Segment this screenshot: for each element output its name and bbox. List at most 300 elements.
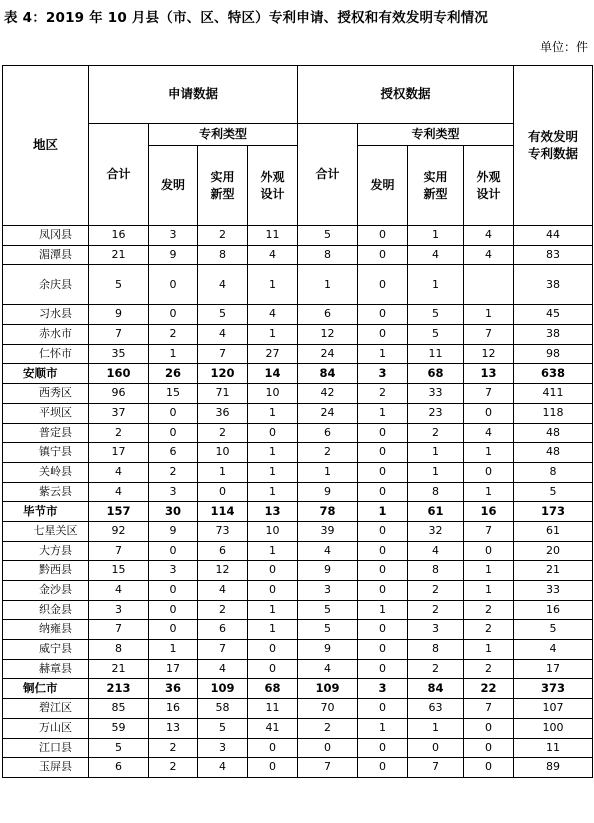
value-cell: 0 <box>248 659 298 679</box>
value-cell: 10 <box>248 384 298 404</box>
region-name-cell: 威宁县 <box>3 640 89 660</box>
value-cell: 0 <box>149 541 198 561</box>
value-cell: 0 <box>358 640 408 660</box>
value-cell: 4 <box>198 325 248 345</box>
value-cell: 4 <box>408 245 464 265</box>
value-cell: 0 <box>408 738 464 758</box>
value-cell: 2 <box>149 738 198 758</box>
table-row <box>3 443 593 463</box>
value-cell: 1 <box>248 403 298 423</box>
value-cell: 4 <box>408 541 464 561</box>
value-cell: 11 <box>248 699 298 719</box>
value-cell: 16 <box>464 502 514 522</box>
value-cell: 33 <box>514 581 593 601</box>
value-cell: 2 <box>149 325 198 345</box>
value-cell: 58 <box>198 699 248 719</box>
value-cell: 0 <box>149 620 198 640</box>
table-row <box>3 423 593 443</box>
value-cell: 8 <box>408 561 464 581</box>
value-cell: 59 <box>89 718 149 738</box>
header-app-design: 外观设计 <box>248 146 298 226</box>
value-cell: 9 <box>298 561 358 581</box>
value-cell: 157 <box>89 502 149 522</box>
value-cell: 16 <box>514 600 593 620</box>
value-cell: 2 <box>464 659 514 679</box>
table-row <box>3 600 593 620</box>
region-name-cell: 毕节市 <box>3 502 89 522</box>
value-cell: 38 <box>514 325 593 345</box>
value-cell: 0 <box>464 718 514 738</box>
value-cell: 5 <box>198 718 248 738</box>
value-cell: 2 <box>198 600 248 620</box>
value-cell: 7 <box>89 325 149 345</box>
region-name-cell: 湄潭县 <box>3 245 89 265</box>
value-cell: 114 <box>198 502 248 522</box>
value-cell: 160 <box>89 364 149 384</box>
value-cell: 2 <box>464 620 514 640</box>
region-name-cell: 镇宁县 <box>3 443 89 463</box>
value-cell: 1 <box>358 718 408 738</box>
value-cell: 411 <box>514 384 593 404</box>
value-cell: 5 <box>408 325 464 345</box>
value-cell: 1 <box>248 325 298 345</box>
header-grant: 授权数据 <box>298 66 514 124</box>
value-cell: 2 <box>464 600 514 620</box>
region-name-cell: 赫章县 <box>3 659 89 679</box>
value-cell: 0 <box>464 403 514 423</box>
value-cell: 70 <box>298 699 358 719</box>
value-cell: 0 <box>248 423 298 443</box>
value-cell: 0 <box>149 581 198 601</box>
value-cell: 7 <box>464 521 514 541</box>
value-cell: 3 <box>149 226 198 246</box>
value-cell: 17 <box>89 443 149 463</box>
value-cell: 0 <box>358 265 408 305</box>
value-cell: 44 <box>514 226 593 246</box>
value-cell: 0 <box>358 738 408 758</box>
value-cell: 48 <box>514 443 593 463</box>
value-cell: 12 <box>298 325 358 345</box>
table-row <box>3 581 593 601</box>
value-cell: 0 <box>358 443 408 463</box>
table-row <box>3 738 593 758</box>
value-cell: 0 <box>149 600 198 620</box>
value-cell: 0 <box>358 541 408 561</box>
header-application: 申请数据 <box>89 66 298 124</box>
value-cell: 38 <box>514 265 593 305</box>
value-cell: 5 <box>298 226 358 246</box>
patent-table <box>2 65 593 778</box>
region-name-cell: 万山区 <box>3 718 89 738</box>
table-row <box>3 620 593 640</box>
value-cell: 0 <box>149 305 198 325</box>
value-cell: 1 <box>248 265 298 305</box>
value-cell: 8 <box>408 640 464 660</box>
value-cell: 0 <box>358 245 408 265</box>
value-cell: 6 <box>298 423 358 443</box>
value-cell: 1 <box>408 226 464 246</box>
value-cell: 0 <box>298 738 358 758</box>
value-cell: 5 <box>298 620 358 640</box>
value-cell: 0 <box>198 482 248 502</box>
region-name-cell: 余庆县 <box>3 265 89 305</box>
region-name-cell: 仁怀市 <box>3 344 89 364</box>
value-cell: 0 <box>464 541 514 561</box>
region-name-cell: 安顺市 <box>3 364 89 384</box>
value-cell: 3 <box>149 561 198 581</box>
value-cell: 5 <box>408 305 464 325</box>
value-cell: 0 <box>358 659 408 679</box>
table-row <box>3 561 593 581</box>
value-cell: 3 <box>408 620 464 640</box>
value-cell: 3 <box>358 364 408 384</box>
value-cell: 2 <box>149 758 198 778</box>
value-cell: 2 <box>89 423 149 443</box>
value-cell: 10 <box>248 521 298 541</box>
value-cell: 4 <box>464 245 514 265</box>
value-cell: 0 <box>358 325 408 345</box>
value-cell: 0 <box>248 738 298 758</box>
value-cell: 1 <box>358 600 408 620</box>
value-cell: 9 <box>149 245 198 265</box>
value-cell: 6 <box>298 305 358 325</box>
value-cell: 0 <box>149 265 198 305</box>
value-cell: 0 <box>248 640 298 660</box>
value-cell: 96 <box>89 384 149 404</box>
value-cell: 89 <box>514 758 593 778</box>
value-cell: 1 <box>298 265 358 305</box>
region-name-cell: 关岭县 <box>3 462 89 482</box>
value-cell: 0 <box>464 758 514 778</box>
value-cell: 4 <box>198 659 248 679</box>
value-cell: 213 <box>89 679 149 699</box>
value-cell: 1 <box>408 265 464 305</box>
value-cell: 0 <box>358 620 408 640</box>
value-cell: 73 <box>198 521 248 541</box>
table-row <box>3 659 593 679</box>
value-cell: 9 <box>298 640 358 660</box>
value-cell: 0 <box>358 423 408 443</box>
region-name-cell: 紫云县 <box>3 482 89 502</box>
region-name-cell: 铜仁市 <box>3 679 89 699</box>
table-row <box>3 305 593 325</box>
value-cell: 373 <box>514 679 593 699</box>
value-cell: 35 <box>89 344 149 364</box>
header-grant-patent-type: 专利类型 <box>358 124 514 146</box>
value-cell: 1 <box>248 443 298 463</box>
table-row <box>3 718 593 738</box>
value-cell: 33 <box>408 384 464 404</box>
value-cell: 7 <box>464 384 514 404</box>
value-cell: 109 <box>298 679 358 699</box>
value-cell: 1 <box>464 640 514 660</box>
header-valid: 有效发明专利数据 <box>514 66 593 226</box>
value-cell: 0 <box>358 581 408 601</box>
header-app-invention: 发明 <box>149 146 198 226</box>
value-cell: 2 <box>298 718 358 738</box>
value-cell: 2 <box>408 581 464 601</box>
value-cell: 21 <box>89 659 149 679</box>
value-cell: 0 <box>358 226 408 246</box>
value-cell: 0 <box>248 581 298 601</box>
value-cell: 4 <box>298 541 358 561</box>
value-cell: 120 <box>198 364 248 384</box>
value-cell: 10 <box>198 443 248 463</box>
value-cell: 5 <box>514 482 593 502</box>
value-cell: 9 <box>149 521 198 541</box>
value-cell: 12 <box>198 561 248 581</box>
value-cell: 11 <box>514 738 593 758</box>
value-cell: 1 <box>408 462 464 482</box>
value-cell: 13 <box>464 364 514 384</box>
value-cell: 4 <box>514 640 593 660</box>
value-cell: 2 <box>358 384 408 404</box>
value-cell: 71 <box>198 384 248 404</box>
value-cell: 85 <box>89 699 149 719</box>
region-name-cell: 凤冈县 <box>3 226 89 246</box>
value-cell: 1 <box>149 640 198 660</box>
value-cell: 5 <box>198 305 248 325</box>
header-grant-utility: 实用新型 <box>408 146 464 226</box>
table-row <box>3 640 593 660</box>
value-cell: 5 <box>89 265 149 305</box>
value-cell: 12 <box>464 344 514 364</box>
value-cell: 3 <box>198 738 248 758</box>
value-cell: 0 <box>358 561 408 581</box>
value-cell: 6 <box>198 541 248 561</box>
value-cell: 1 <box>248 600 298 620</box>
value-cell: 7 <box>198 344 248 364</box>
value-cell: 36 <box>198 403 248 423</box>
value-cell: 63 <box>408 699 464 719</box>
value-cell: 1 <box>248 482 298 502</box>
value-cell: 107 <box>514 699 593 719</box>
value-cell: 1 <box>408 718 464 738</box>
value-cell: 1 <box>464 482 514 502</box>
table-row <box>3 245 593 265</box>
value-cell: 32 <box>408 521 464 541</box>
value-cell: 1 <box>298 462 358 482</box>
region-name-cell: 习水县 <box>3 305 89 325</box>
value-cell: 1 <box>248 462 298 482</box>
region-name-cell: 碧江区 <box>3 699 89 719</box>
table-row <box>3 482 593 502</box>
value-cell: 1 <box>248 620 298 640</box>
value-cell: 4 <box>464 226 514 246</box>
header-region: 地区 <box>3 66 89 226</box>
region-name-cell: 赤水市 <box>3 325 89 345</box>
header-app-total: 合计 <box>89 124 149 226</box>
value-cell: 4 <box>464 423 514 443</box>
value-cell: 5 <box>298 600 358 620</box>
table-body <box>3 226 593 778</box>
value-cell: 3 <box>298 581 358 601</box>
value-cell: 0 <box>149 423 198 443</box>
value-cell: 45 <box>514 305 593 325</box>
value-cell: 23 <box>408 403 464 423</box>
table-row <box>3 462 593 482</box>
value-cell: 2 <box>298 443 358 463</box>
value-cell: 61 <box>408 502 464 522</box>
value-cell: 16 <box>89 226 149 246</box>
value-cell: 1 <box>198 462 248 482</box>
value-cell: 17 <box>514 659 593 679</box>
value-cell: 1 <box>464 581 514 601</box>
region-name-cell: 玉屏县 <box>3 758 89 778</box>
value-cell: 4 <box>198 265 248 305</box>
value-cell: 0 <box>248 758 298 778</box>
value-cell: 100 <box>514 718 593 738</box>
value-cell: 638 <box>514 364 593 384</box>
value-cell: 109 <box>198 679 248 699</box>
value-cell: 92 <box>89 521 149 541</box>
value-cell: 2 <box>198 423 248 443</box>
value-cell: 61 <box>514 521 593 541</box>
value-cell: 3 <box>89 600 149 620</box>
region-name-cell: 江口县 <box>3 738 89 758</box>
value-cell: 0 <box>358 462 408 482</box>
value-cell: 6 <box>89 758 149 778</box>
value-cell: 0 <box>248 561 298 581</box>
value-cell: 0 <box>358 758 408 778</box>
value-cell: 39 <box>298 521 358 541</box>
value-cell: 0 <box>358 305 408 325</box>
value-cell: 98 <box>514 344 593 364</box>
header-grant-design: 外观设计 <box>464 146 514 226</box>
table-row <box>3 265 593 305</box>
value-cell: 22 <box>464 679 514 699</box>
value-cell: 1 <box>408 443 464 463</box>
value-cell: 83 <box>514 245 593 265</box>
value-cell: 84 <box>298 364 358 384</box>
table-title: 表 4：2019 年 10 月县（市、区、特区）专利申请、授权和有效发明专利情况 <box>4 10 489 26</box>
value-cell: 4 <box>198 758 248 778</box>
value-cell: 4 <box>248 305 298 325</box>
value-cell: 4 <box>248 245 298 265</box>
region-name-cell: 普定县 <box>3 423 89 443</box>
value-cell: 13 <box>149 718 198 738</box>
value-cell: 118 <box>514 403 593 423</box>
value-cell: 8 <box>514 462 593 482</box>
city-row <box>3 679 593 699</box>
city-row <box>3 502 593 522</box>
value-cell: 21 <box>89 245 149 265</box>
value-cell: 0 <box>358 521 408 541</box>
value-cell: 4 <box>89 482 149 502</box>
value-cell: 15 <box>89 561 149 581</box>
value-cell: 1 <box>358 502 408 522</box>
value-cell: 0 <box>358 699 408 719</box>
value-cell: 78 <box>298 502 358 522</box>
value-cell: 16 <box>149 699 198 719</box>
value-cell: 8 <box>408 482 464 502</box>
value-cell: 0 <box>358 482 408 502</box>
value-cell: 68 <box>408 364 464 384</box>
value-cell: 1 <box>464 561 514 581</box>
value-cell: 11 <box>408 344 464 364</box>
value-cell: 2 <box>408 659 464 679</box>
value-cell: 13 <box>248 502 298 522</box>
table-row <box>3 344 593 364</box>
value-cell: 30 <box>149 502 198 522</box>
region-name-cell: 大方县 <box>3 541 89 561</box>
value-cell: 36 <box>149 679 198 699</box>
table-row <box>3 325 593 345</box>
region-name-cell: 平坝区 <box>3 403 89 423</box>
value-cell: 14 <box>248 364 298 384</box>
value-cell: 4 <box>298 659 358 679</box>
value-cell: 5 <box>89 738 149 758</box>
table-row <box>3 521 593 541</box>
table-row <box>3 403 593 423</box>
value-cell: 8 <box>298 245 358 265</box>
value-cell: 1 <box>464 443 514 463</box>
value-cell: 20 <box>514 541 593 561</box>
value-cell: 7 <box>298 758 358 778</box>
header-grant-invention: 发明 <box>358 146 408 226</box>
value-cell: 1 <box>464 305 514 325</box>
header-app-utility: 实用新型 <box>198 146 248 226</box>
value-cell: 7 <box>408 758 464 778</box>
value-cell: 2 <box>198 226 248 246</box>
value-cell: 1 <box>358 403 408 423</box>
region-name-cell: 黔西县 <box>3 561 89 581</box>
value-cell: 9 <box>89 305 149 325</box>
value-cell: 1 <box>248 541 298 561</box>
value-cell: 4 <box>198 581 248 601</box>
region-name-cell: 纳雍县 <box>3 620 89 640</box>
value-cell: 7 <box>89 541 149 561</box>
value-cell: 2 <box>408 423 464 443</box>
table-row <box>3 384 593 404</box>
value-cell: 4 <box>89 462 149 482</box>
value-cell: 17 <box>149 659 198 679</box>
value-cell: 3 <box>149 482 198 502</box>
value-cell: 9 <box>298 482 358 502</box>
value-cell: 15 <box>149 384 198 404</box>
table-row <box>3 699 593 719</box>
value-cell: 4 <box>89 581 149 601</box>
city-row <box>3 364 593 384</box>
value-cell: 173 <box>514 502 593 522</box>
value-cell: 6 <box>198 620 248 640</box>
value-cell: 7 <box>464 325 514 345</box>
value-cell: 7 <box>464 699 514 719</box>
value-cell: 11 <box>248 226 298 246</box>
value-cell: 6 <box>149 443 198 463</box>
value-cell: 21 <box>514 561 593 581</box>
value-cell: 7 <box>89 620 149 640</box>
value-cell: 3 <box>358 679 408 699</box>
unit-label: 单位：件 <box>539 40 588 54</box>
value-cell: 41 <box>248 718 298 738</box>
header-app-patent-type: 专利类型 <box>149 124 298 146</box>
value-cell: 26 <box>149 364 198 384</box>
value-cell: 42 <box>298 384 358 404</box>
value-cell: 5 <box>514 620 593 640</box>
value-cell <box>464 265 514 305</box>
value-cell: 0 <box>464 738 514 758</box>
value-cell: 8 <box>89 640 149 660</box>
value-cell: 2 <box>149 462 198 482</box>
value-cell: 27 <box>248 344 298 364</box>
region-name-cell: 织金县 <box>3 600 89 620</box>
region-name-cell: 七星关区 <box>3 521 89 541</box>
value-cell: 84 <box>408 679 464 699</box>
region-name-cell: 西秀区 <box>3 384 89 404</box>
value-cell: 2 <box>408 600 464 620</box>
value-cell: 1 <box>149 344 198 364</box>
